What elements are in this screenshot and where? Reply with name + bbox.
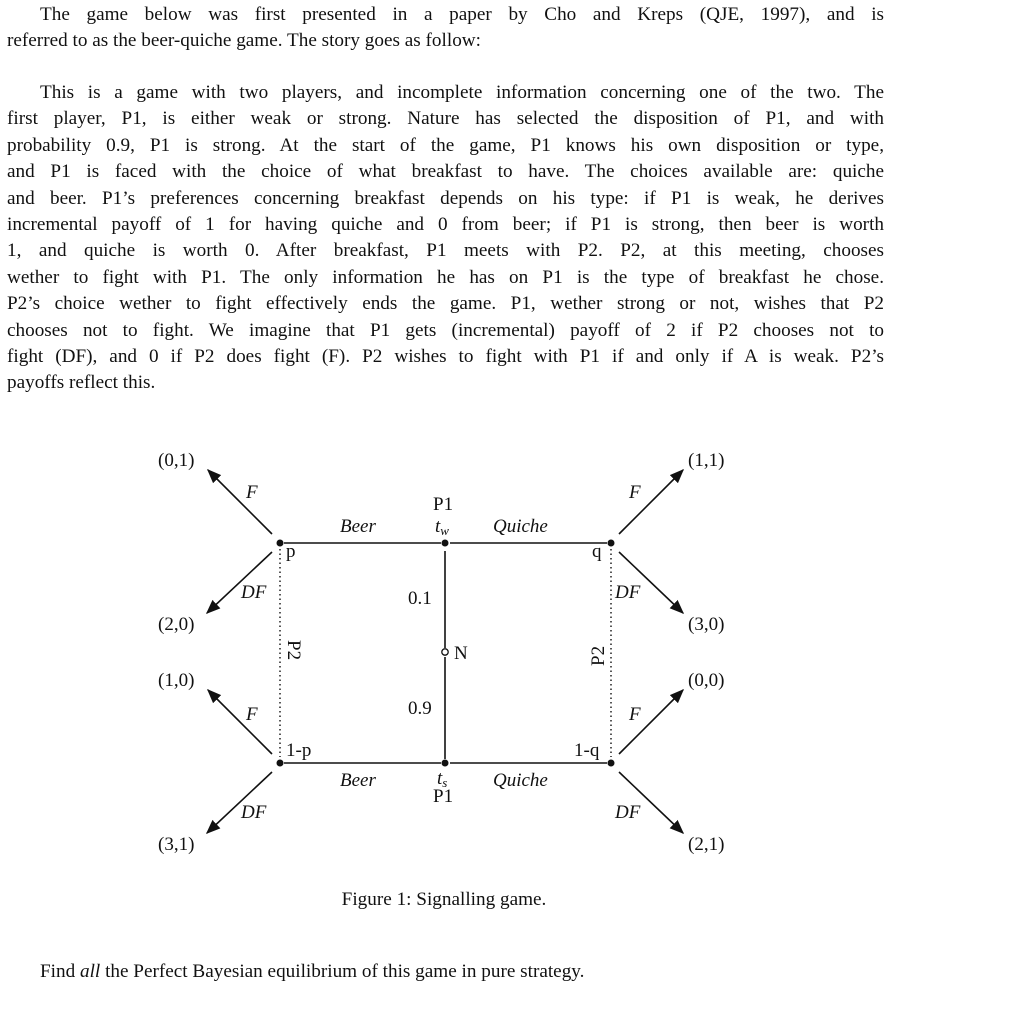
p2-beer-node-weak	[277, 540, 284, 547]
text-line: wether to fight with P1. The only information he has on P1 is the type of breakfast he chose.	[7, 266, 884, 288]
label-quiche-strong: Quiche	[493, 770, 548, 791]
arrow-weak-beer-fight	[208, 470, 272, 534]
p2-quiche-node-strong	[608, 760, 615, 767]
belief-1-minus-p: 1-p	[286, 740, 312, 761]
text-line: The game below was first presented in a paper by Cho and Kreps (QJE, 1997), and is	[40, 4, 884, 25]
label-beer-strong: Beer	[340, 770, 376, 791]
nature-node	[442, 649, 448, 655]
text-line: chooses not to fight. We imagine that P1 gets (incremental) payoff of 2 if P2 chooses not to	[7, 319, 884, 341]
payoff-weak-quiche-dontfight: (3,0)	[688, 614, 725, 635]
label-dont-fight: DF	[615, 802, 641, 823]
p2-beer-node-strong	[277, 760, 284, 767]
label-type-strong: ts	[437, 768, 448, 790]
label-dont-fight: DF	[615, 582, 641, 603]
label-dont-fight: DF	[241, 582, 267, 603]
payoff-weak-beer-dontfight: (2,0)	[158, 614, 195, 635]
intro-paragraph	[7, 2, 884, 55]
payoff-weak-quiche-fight: (1,1)	[688, 450, 725, 471]
p1-weak-node	[442, 540, 449, 547]
belief-p: p	[286, 541, 296, 562]
question-emphasis: all	[80, 961, 101, 982]
label-beer-weak: Beer	[340, 516, 376, 537]
text-line: incremental payoff of 1 for having quiche and 0 from beer; if P1 is strong, then beer is worth	[7, 214, 884, 236]
belief-q: q	[592, 541, 602, 562]
signalling-game-figure	[0, 430, 1010, 880]
text-line: This is a game with two players, and incomplete information concerning one of the two. The	[40, 82, 884, 103]
label-quiche-weak: Quiche	[493, 516, 548, 537]
text-line: first player, P1, is either weak or strong. Nature has selected the disposition of P1, and with	[7, 108, 884, 130]
label-fight: F	[246, 704, 258, 725]
text-line: P2’s choice wether to fight effectively ends the game. P1, wether strong or not, wishes that P2	[7, 293, 884, 315]
p1-strong-node	[442, 760, 449, 767]
question-suffix: the Perfect Bayesian equilibrium of this game in pure strategy.	[100, 961, 585, 982]
text-line: referred to as the beer-quiche game. The story goes as follow:	[7, 30, 481, 52]
label-p2-quiche-infoset: P2	[588, 645, 609, 666]
label-fight: F	[246, 482, 258, 503]
belief-1-minus-q: 1-q	[574, 740, 600, 761]
payoff-weak-beer-fight: (0,1)	[158, 450, 195, 471]
game-tree-diagram	[0, 430, 1010, 880]
label-fight: F	[629, 704, 641, 725]
label-fight: F	[629, 482, 641, 503]
payoff-strong-beer-fight: (1,0)	[158, 670, 195, 691]
label-type-weak: tw	[435, 516, 449, 538]
label-dont-fight: DF	[241, 802, 267, 823]
text-line: probability 0.9, P1 is strong. At the start of the game, P1 knows his own disposition or type,	[7, 134, 884, 156]
payoff-strong-quiche-fight: (0,0)	[688, 670, 725, 691]
label-p2-beer-infoset: P2	[283, 640, 304, 661]
payoff-strong-beer-dontfight: (3,1)	[158, 834, 195, 855]
story-paragraph	[7, 80, 884, 397]
label-p1-strong: P1	[433, 786, 454, 807]
label-nature: N	[454, 643, 468, 664]
text-line: and beer. P1’s preferences concerning breakfast depends on his type: if P1 is weak, he derives	[7, 187, 884, 209]
arrow-strong-beer-fight	[208, 690, 272, 754]
label-p1-weak: P1	[433, 494, 454, 515]
figure-caption: Figure 1: Signalling game.	[341, 889, 547, 910]
text-line: payoffs reflect this.	[7, 372, 156, 394]
payoff-strong-quiche-dontfight: (2,1)	[688, 834, 725, 855]
question-text	[40, 961, 584, 983]
text-line: 1, and quiche is worth 0. After breakfast, P1 meets with P2. P2, at this meeting, chooses	[7, 240, 884, 262]
p2-quiche-node-weak	[608, 540, 615, 547]
question-prefix: Find	[40, 961, 80, 982]
prob-strong: 0.9	[408, 698, 432, 719]
text-line: and P1 is faced with the choice of what breakfast to have. The choices available are: quiche	[7, 161, 884, 183]
text-line: fight (DF), and 0 if P2 does fight (F). P2 wishes to fight with P1 if and only if A is weak. P2’s	[7, 346, 884, 368]
prob-weak: 0.1	[408, 588, 432, 609]
